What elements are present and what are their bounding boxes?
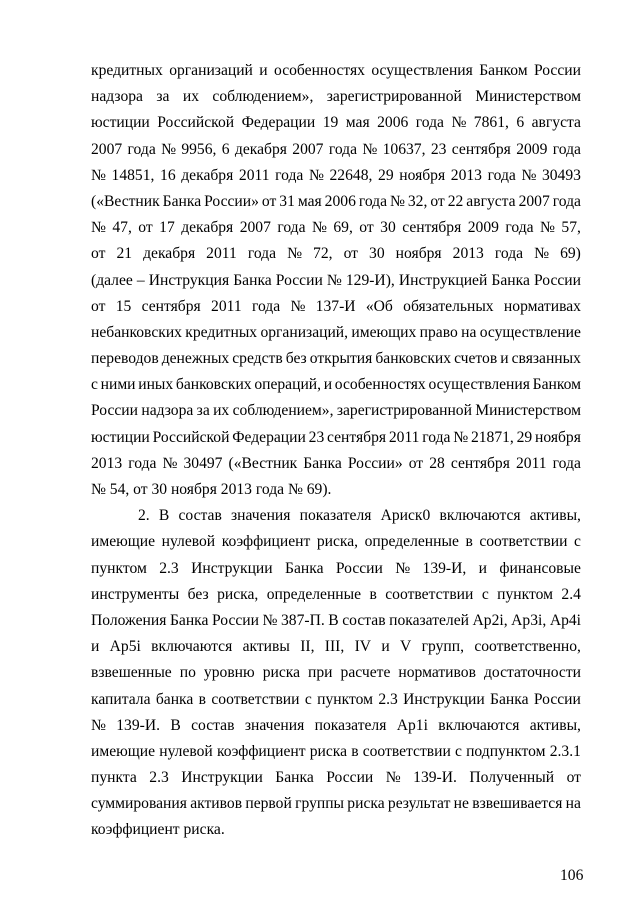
text-line: от 21 декабря 2011 года № 72, от 30 ноября 2013 года № 69) bbox=[91, 245, 581, 263]
paragraph-1 bbox=[91, 58, 581, 503]
text-line: коэффициент риска. bbox=[91, 821, 225, 839]
text-line: № 139-И. В состав значения показателя Ар1i включаются активы, bbox=[91, 716, 581, 734]
text-line: России надзора за их соблюдением», зарегистрированной Министерством bbox=[91, 402, 581, 420]
text-line: с ними иных банковских операций, и особенностях осуществления Банком bbox=[91, 376, 581, 394]
text-line: взвешенные по уровню риска при расчете нормативов достаточности bbox=[91, 664, 581, 682]
text-line: переводов денежных средств без открытия банковских счетов и связанных bbox=[91, 350, 581, 368]
text-line: имеющие нулевой коэффициент риска, определенные в соответствии с bbox=[91, 533, 581, 551]
text-line: инструменты без риска, определенные в соответствии с пунктом 2.4 bbox=[91, 585, 581, 603]
body-text bbox=[91, 58, 581, 844]
paragraph-2 bbox=[91, 503, 581, 843]
text-line: пунктом 2.3 Инструкции Банка России № 139-И, и финансовые bbox=[91, 559, 581, 577]
text-line: пункта 2.3 Инструкции Банка России № 139-И. Полученный от bbox=[91, 769, 581, 787]
text-line: № 47, от 17 декабря 2007 года № 69, от 30 сентября 2009 года № 57, bbox=[91, 219, 581, 237]
text-line: 2007 года № 9956, 6 декабря 2007 года № 10637, 23 сентября 2009 года bbox=[91, 140, 581, 158]
text-line: 2. В состав значения показателя Ариск0 включаются активы, bbox=[138, 507, 581, 525]
text-line: Положения Банка России № 387-П. В состав показателей Ар2i, Ар3i, Ар4i bbox=[91, 611, 581, 629]
text-line: 2013 года № 30497 («Вестник Банка России» от 28 сентября 2011 года bbox=[91, 454, 581, 472]
text-line: № 14851, 16 декабря 2011 года № 22648, 29 ноября 2013 года № 30493 bbox=[91, 166, 581, 184]
text-line: кредитных организаций и особенностях осуществления Банком России bbox=[91, 62, 581, 79]
text-line: и Ар5i включаются активы II, III, IV и V групп, соответственно, bbox=[91, 638, 581, 656]
text-line: от 15 сентября 2011 года № 137-И «Об обязательных нормативах bbox=[91, 297, 581, 315]
text-line: юстиции Российской Федерации 19 мая 2006 года № 7861, 6 августа bbox=[91, 114, 581, 132]
page-number: 106 bbox=[560, 867, 584, 884]
text-line: имеющие нулевой коэффициент риска в соответствии с подпунктом 2.3.1 bbox=[91, 742, 581, 760]
text-line: № 54, от 30 ноября 2013 года № 69). bbox=[91, 481, 332, 498]
text-line: надзора за их соблюдением», зарегистрированной Министерством bbox=[91, 88, 581, 106]
text-line: капитала банка в соответствии с пунктом 2.3 Инструкции Банка России bbox=[91, 690, 581, 708]
text-line: (далее – Инструкция Банка России № 129-И), Инструкцией Банка России bbox=[91, 271, 581, 289]
text-line: суммирования активов первой группы риска результат не взвешивается на bbox=[91, 795, 581, 813]
text-line: небанковских кредитных организаций, имеющих право на осуществление bbox=[91, 323, 581, 341]
text-line: юстиции Российской Федерации 23 сентября 2011 года № 21871, 29 ноября bbox=[91, 428, 581, 446]
text-line: («Вестник Банка России» от 31 мая 2006 года № 32, от 22 августа 2007 года bbox=[91, 192, 581, 210]
